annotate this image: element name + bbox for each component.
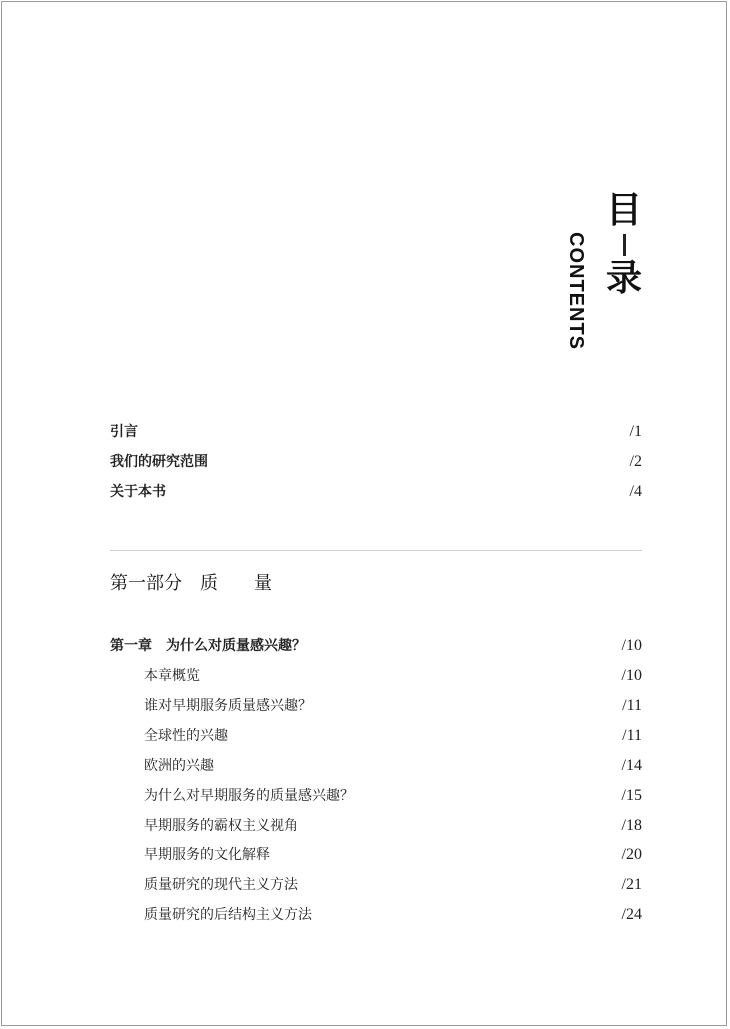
toc-entry-section[interactable]: [110, 814, 642, 838]
toc-entry-section[interactable]: [110, 873, 642, 897]
toc-page: /18: [621, 817, 642, 834]
toc-entry-section[interactable]: [110, 694, 642, 718]
toc-entry-section[interactable]: [110, 724, 642, 748]
toc-label: 关于本书: [110, 484, 166, 500]
toc-page: /24: [621, 906, 642, 923]
toc-label: 欧洲的兴趣: [144, 758, 214, 774]
toc-label: 质量研究的现代主义方法: [144, 877, 298, 893]
toc-label: 我们的研究范围: [110, 454, 208, 470]
toc-entry-section[interactable]: [110, 784, 642, 808]
toc-entry-section[interactable]: [110, 664, 642, 688]
toc-entry-section[interactable]: [110, 843, 642, 867]
toc-label: 谁对早期服务质量感兴趣？: [144, 698, 312, 714]
toc-entry-front-3[interactable]: [110, 480, 642, 504]
contents-title: [562, 190, 642, 360]
toc-page: /11: [622, 697, 642, 714]
toc-entry-chapter-1[interactable]: [110, 634, 642, 658]
toc-label: 全球性的兴趣: [144, 728, 228, 744]
toc-page: /15: [621, 787, 642, 804]
toc-page: /2: [629, 453, 642, 470]
title-english: CONTENTS: [565, 232, 587, 350]
title-dash: [623, 234, 626, 256]
toc-label: 为什么对早期服务的质量感兴趣？: [144, 788, 354, 804]
section-divider: [110, 550, 642, 551]
toc-entry-section[interactable]: [110, 903, 642, 927]
toc-label: 早期服务的文化解释: [144, 847, 270, 863]
toc-entry-front-2[interactable]: [110, 450, 642, 474]
toc-page: /4: [629, 483, 642, 500]
toc-label: 第一章 为什么对质量感兴趣？: [110, 638, 306, 654]
toc-label: 本章概览: [144, 668, 200, 684]
toc-page: /10: [621, 637, 642, 654]
toc-page: /11: [622, 727, 642, 744]
toc-page: /1: [629, 423, 642, 440]
title-cn-top: 目: [605, 189, 642, 231]
part-title: 第一部分 质 量: [110, 573, 272, 594]
toc-page: /10: [621, 667, 642, 684]
toc-label: 质量研究的后结构主义方法: [144, 907, 312, 923]
toc-page: /20: [621, 846, 642, 863]
toc-page: /14: [621, 757, 642, 774]
toc-page: /21: [621, 876, 642, 893]
toc-entry-section[interactable]: [110, 754, 642, 778]
toc-label: 引言: [110, 424, 138, 440]
title-cn-bottom: 录: [605, 257, 642, 299]
toc-label: 早期服务的霸权主义视角: [144, 818, 298, 834]
toc-entry-front-1[interactable]: [110, 420, 642, 444]
